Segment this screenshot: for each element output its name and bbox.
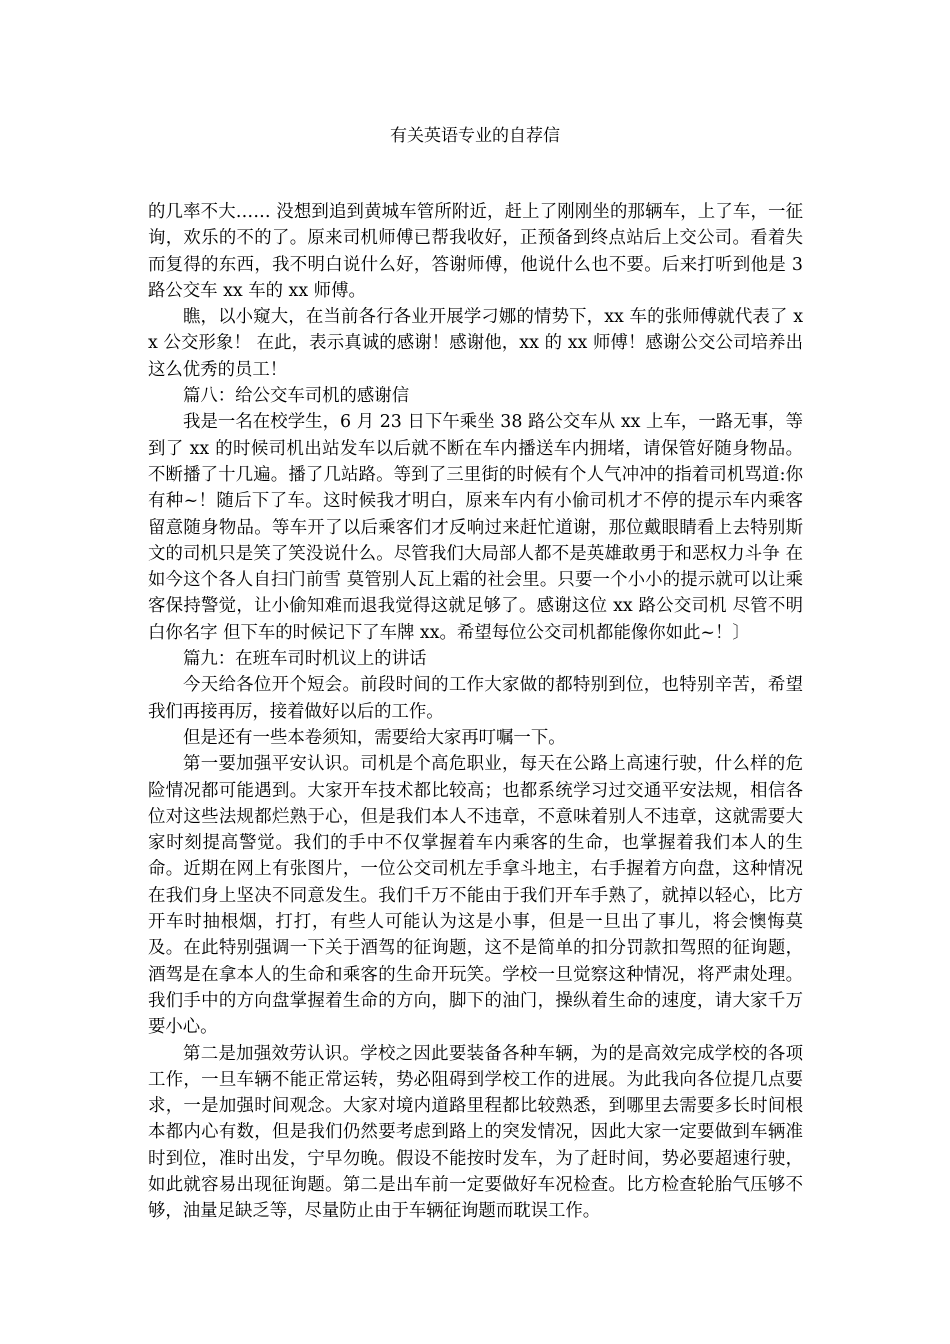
section-heading: 篇八：给公交车司机的感谢信 [183,386,410,407]
paragraph: 第一要加强平安认识。司机是个高危职业，每天在公路上高速行驶，什么样的危险情况都可能遇到。大家开车技术都比较高；也都系统学习过交通平安法规，相信各位对这些法规都烂熟于心，但是我们本人不违章，不意味着别人不违章，这就需要大家时刻提高警觉。我们的手中不仅掌握着车内乘客的生命，也掌握着我们本人的生命。近期在网上有张图片，一位公交司机左手拿斗地主，右手握着方向盘，这种情况在我们身上坚决不同意发生。我们千万不能由于我们开车手熟了，就掉以轻心，比方开车时抽根烟，打打，有些人可能认为这是小事，但是一旦出了事儿，将会懊悔莫及。在此特别强调一下关于酒驾的征询题，这不是简单的扣分罚款扣驾照的征询题，酒驾是在拿本人的生命和乘客的生命开玩笑。学校一旦觉察这种情况，将严肃处理。我们手中的方向盘掌握着生命的方向，脚下的油门，操纵着生命的速度，请大家千万要小心。 [148,754,803,1038]
paragraph: 的几率不大…… 没想到追到黄城车管所附近，赶上了刚刚坐的那辆车，上了车，一征询，欢乐的不的了。原来司机师傅已帮我收好，正预备到终点站后上交公司。看着失而复得的东西，我不明白说什么好，答谢师傅，他说什么也不要。后来打听到他是 3 路公交车 xx 车的 xx 师傅。 [148,202,803,301]
paragraph: 但是还有一些本卷须知，需要给大家再叮嘱一下。 [183,727,566,748]
paragraph: 第二是加强效劳认识。学校之因此要装备各种车辆，为的是高效完成学校的各项工作，一旦车辆不能正常运转，势必阻碍到学校工作的进展。为此我向各位提几点要求，一是加强时间观念。大家对境内道路里程都比较熟悉，到哪里去需要多长时间根本都内心有数，但是我们仍然要考虑到路上的突发情况，因此大家一定要做到车辆准时到位，准时出发，宁早勿晚。假设不能按时发车，为了赶时间，势必要超速行驶，如此就容易出现征询题。第二是出车前一定要做好车况检查。比方检查轮胎气压够不够，油量足缺乏等，尽量防止由于车辆征询题而耽误工作。 [148,1043,803,1222]
document-body [148,199,803,1225]
paragraph: 今天给各位开个短会。前段时间的工作大家做的都特别到位，也特别辛苦，希望我们再接再厉，接着做好以后的工作。 [148,675,803,722]
section-heading: 篇九：在班车司时机议上的讲话 [183,649,427,670]
paragraph: 瞧，以小窥大，在当前各行各业开展学刁娜的情势下，xx 车的张师傅就代表了 xx 公交形象！ 在此，表示真诚的感谢！感谢他，xx 的 xx 师傅！感谢公交公司培养出这么优秀的员工！ [148,307,803,380]
document-title: 有关英语专业的自荐信 [390,126,560,146]
paragraph: 我是一名在校学生，6 月 23 日下午乘坐 38 路公交车从 xx 上车，一路无事，等到了 xx 的时候司机出站发车以后就不断在车内播送车内拥堵，请保管好随身物品。不断播了十几遍。播了几站路。等到了三里街的时候有个人气冲冲的指着司机骂道:你有种~！随后下了车。这时候我才明白，原来车内有小偷司机才不停的提示车内乘客留意随身物品。等车开了以后乘客们才反响过来赶忙道谢，那位戴眼睛看上去特别斯文的司机只是笑了笑没说什么。尽管我们大局部人都不是英雄敢勇于和恶权力斗争 在如今这个各人自扫门前雪 莫管别人瓦上霜的社会里。只要一个小小的提示就可以让乘客保持警觉，让小偷知难而退我觉得这就足够了。感谢这位 xx 路公交司机 尽管不明白你名字 但下车的时候记下了车牌 xx。希望每位公交司机都能像你如此~！〕 [148,412,803,643]
